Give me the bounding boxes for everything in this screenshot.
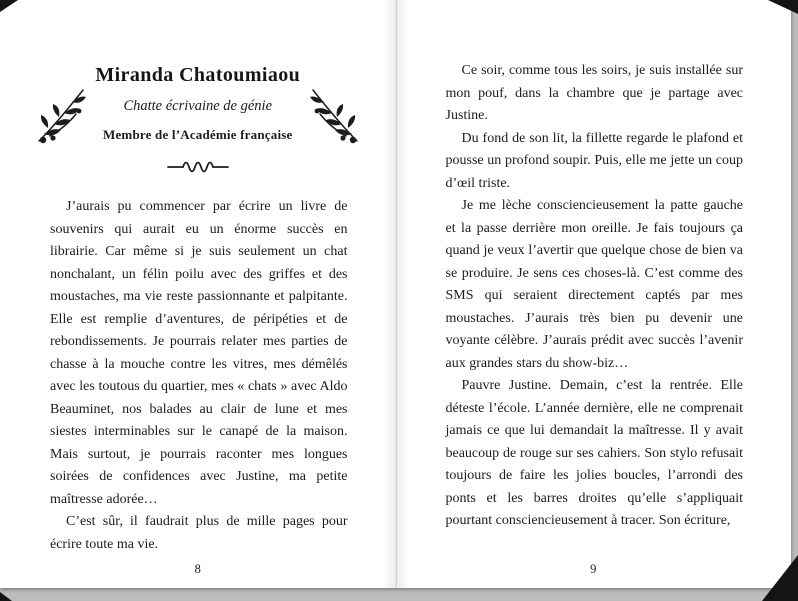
paragraph: Je me lèche consciencieusement la patte gauche et la passe derrière mon oreille. Je fais toujours ça quand je veux l’avertir que quelque chose de bien va se produire. Je sens ces choses-là. C’est comme des SMS qui seraient directement captés par mes moustaches. J’aurais très bien pu devenir une voyante célèbre. J’aurais prédit avec succès l’avenir aux grandes stars du show-biz… — [445, 198, 743, 371]
chapter-header — [0, 62, 396, 143]
book-title: Miranda Chatoumiaou — [95, 64, 301, 86]
right-page — [396, 0, 792, 588]
olive-branch-left-icon — [34, 84, 88, 146]
paragraph: Pauvre Justine. Demain, c’est la rentrée. Elle déteste l’école. L’année dernière, elle ne comprenait jamais ce que lui demandait la maîtresse. Il y avait beaucoup de rouge sur ses cahiers. Son stylo refusait toujours de faire les jolies boucles, l’arrondi des ponts et les barres droites qu’elle s’appliquait pourtant consciencieusement à tracer. Son écriture, — [445, 378, 743, 528]
right-body-text — [446, 60, 744, 533]
olive-branch-right-icon — [308, 84, 362, 146]
paragraph: Ce soir, comme tous les soirs, je suis installée sur mon pouf, dans la chambre que je partage avec Justine. — [445, 63, 743, 123]
book-subtitle: Chatte écrivaine de génie — [123, 98, 273, 114]
paragraph: C’est sûr, il faudrait plus de mille pages pour écrire toute ma vie. — [50, 514, 348, 552]
page-number-left: 8 — [194, 562, 201, 576]
left-page — [0, 0, 396, 588]
squiggle-divider-icon — [166, 159, 230, 175]
paragraph: J’aurais pu commencer par écrire un livre de souvenirs qui aurait eu un énorme succès en librairie. Car même si je suis seulement un chat nonchalant, un félin poilu avec des griffes et des moustaches, ma vie reste passionnante et palpitante. Elle est remplie d’aventures, de péripéties et de rebondissements. Je pourrais relater mes parties de chasse à la mouche contre les vitres, mes démêlés avec les toutous du quartier, mes « chats » avec Aldo Beauminet, nos balades au clair de lune et mes siestes interminables sur le canapé de la maison. Mais surtout, je pourrais raconter mes longues soirées de confidences avec Justine, ma petite maîtresse adorée… — [50, 199, 348, 507]
left-body-text — [50, 196, 348, 556]
page-number-right: 9 — [590, 562, 597, 576]
paragraph: Du fond de son lit, la fillette regarde le plafond et pousse un profond soupir. Puis, elle me jette un coup d’œil triste. — [445, 130, 743, 191]
book-affiliation: Membre de l’Académie française — [102, 127, 293, 142]
photo-corner-bottom-left — [0, 592, 12, 601]
